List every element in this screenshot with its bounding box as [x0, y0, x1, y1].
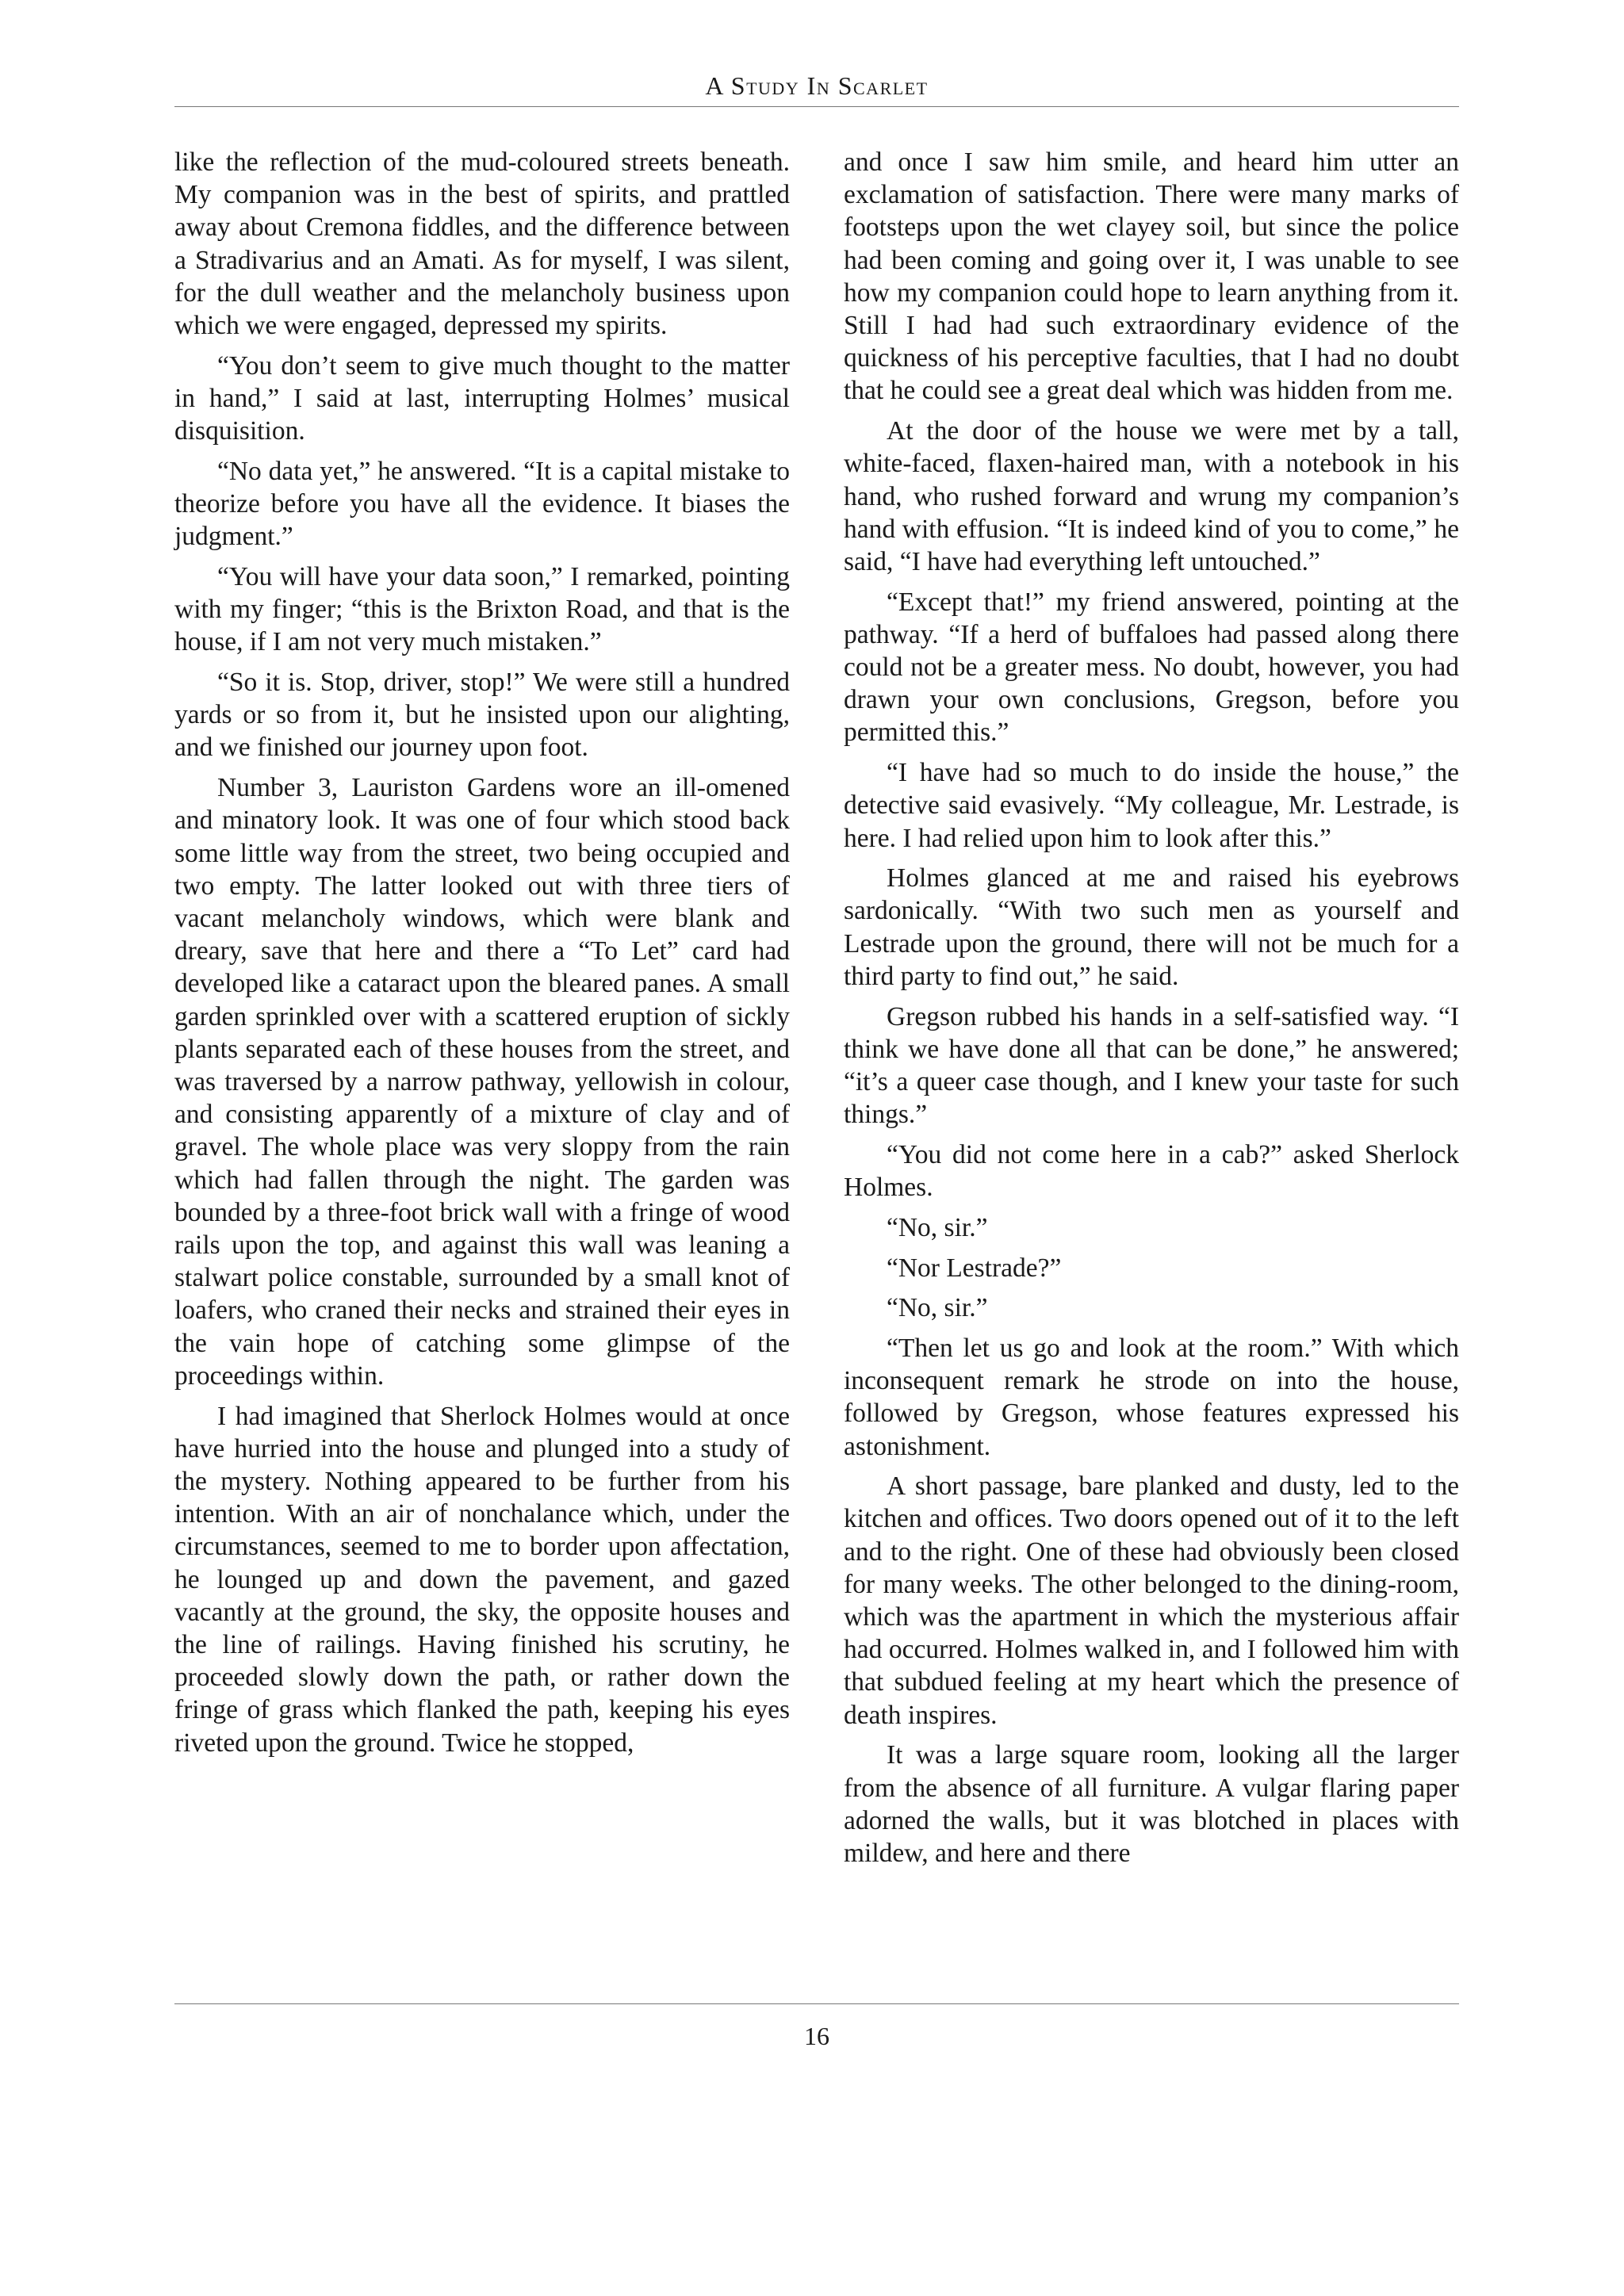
paragraph: Number 3, Lauriston Gardens wore an ill-omened and minatory look. It was one of four which stood back some little way from the street, two being occupied and two empty. The latter looked out with three tiers of vacant melancholy windows, which were blank and dreary, save that here and there a “To Let” card had developed like a cataract upon the bleared panes. A small garden sprinkled over with a scattered eruption of sickly plants separated each of these houses from the street, and was traversed by a narrow pathway, yellowish in colour, and consisting apparently of a mixture of clay and of gravel. The whole place was very sloppy from the rain which had fallen through the night. The garden was bounded by a three-foot brick wall with a fringe of wood rails upon the top, and against this wall was leaning a stalwart police constable, surrounded by a small knot of loafers, who craned their necks and strained their eyes in the vain hope of catching some glimpse of the proceedings within.: [174, 773, 790, 1391]
paragraph: I had imagined that Sherlock Holmes would at once have hurried into the house and plunged into a study of the mystery. Nothing appeared to be further from his intention. With an air of nonchalance which, under the circumstances, seemed to me to border upon affectation, he lounged up and down the pavement, and gazed vacantly at the ground, the sky, the opposite houses and the line of railings. Having finished his scrutiny, he proceeded slowly down the path, or rather down the fringe of grass which flanked the path, keeping his eyes riveted upon the ground. Twice he stopped,: [174, 1401, 790, 1758]
right-column: [844, 146, 1459, 1869]
running-head: A Study In Scarlet: [705, 71, 929, 100]
page-number: 16: [804, 2022, 829, 2050]
paragraph: “Nor Lestrade?”: [887, 1253, 1062, 1283]
paragraph: Gregson rubbed his hands in a self-satisfied way. “I think we have done all that can be done,” he answered; “it’s a queer case though, and I knew your taste for such things.”: [844, 1001, 1459, 1130]
footer-rule: [174, 2003, 1459, 2004]
paragraph: “No, sir.”: [887, 1212, 988, 1242]
paragraph: “Then let us go and look at the room.” With which inconsequent remark he strode on into the house, followed by Gregson, whose features expressed his astonishment.: [844, 1333, 1459, 1461]
paragraph: “No, sir.”: [887, 1293, 988, 1323]
paragraph: “I have had so much to do inside the house,” the detective said evasively. “My colleague, Mr. Lestrade, is here. I had relied upon him to look after this.”: [844, 758, 1459, 853]
paragraph: and once I saw him smile, and heard him utter an exclamation of satisfaction. There were many marks of footsteps upon the wet clayey soil, but since the police had been coming and going over it, I was unable to see how my companion could hope to learn anything from it. Still I had had such extraordinary evidence of the quickness of his perceptive faculties, that I had no doubt that he could see a great deal which was hidden from me.: [844, 147, 1459, 406]
paragraph: “So it is. Stop, driver, stop!” We were still a hundred yards or so from it, but he insisted upon our alighting, and we finished our journey upon foot.: [174, 668, 790, 763]
header-rule: [174, 106, 1459, 107]
paragraph: At the door of the house we were met by a tall, white-faced, flaxen-haired man, with a notebook in his hand, who rushed forward and wrung my companion’s hand with effusion. “It is indeed kind of you to come,” he said, “I have had everything left untouched.”: [844, 416, 1459, 576]
paragraph: like the reflection of the mud-coloured streets beneath. My companion was in the best of spirits, and prattled away about Cremona fiddles, and the difference between a Stradivarius and an Amati. As for myself, I was silent, for the dull weather and the melancholy business upon which we were engaged, depressed my spirits.: [174, 147, 790, 341]
paragraph: A short passage, bare planked and dusty, led to the kitchen and offices. Two doors opened out of it to the left and to the right. One of these had obviously been closed for many weeks. The other belonged to the dining-room, which was the apartment in which the mysterious affair had occurred. Holmes walked in, and I followed him with that subdued feeling at my heart which the presence of death inspires.: [844, 1471, 1459, 1730]
paragraph: “You did not come here in a cab?” asked Sherlock Holmes.: [844, 1139, 1459, 1203]
paragraph: “Except that!” my friend answered, pointing at the pathway. “If a herd of buffaloes had passed along there could not be a greater mess. No doubt, however, you had drawn your own conclusions, Gregson, before you permitted this.”: [844, 587, 1459, 748]
paragraph: “You don’t seem to give much thought to the matter in hand,” I said at last, interrupting Holmes’ musical disquisition.: [174, 350, 790, 446]
paragraph: “No data yet,” he answered. “It is a capital mistake to theorize before you have all the evidence. It biases the judgment.”: [174, 456, 790, 552]
left-column: [174, 146, 790, 1759]
paragraph: “You will have your data soon,” I remarked, pointing with my finger; “this is the Brixton Road, and that is the house, if I am not very much mistaken.”: [174, 561, 790, 657]
paragraph: It was a large square room, looking all the larger from the absence of all furniture. A vulgar flaring paper adorned the walls, but it was blotched in places with mildew, and here and there: [844, 1740, 1459, 1868]
paragraph: Holmes glanced at me and raised his eyebrows sardonically. “With two such men as yourself and Lestrade upon the ground, there will not be much for a third party to find out,” he said.: [844, 863, 1459, 991]
